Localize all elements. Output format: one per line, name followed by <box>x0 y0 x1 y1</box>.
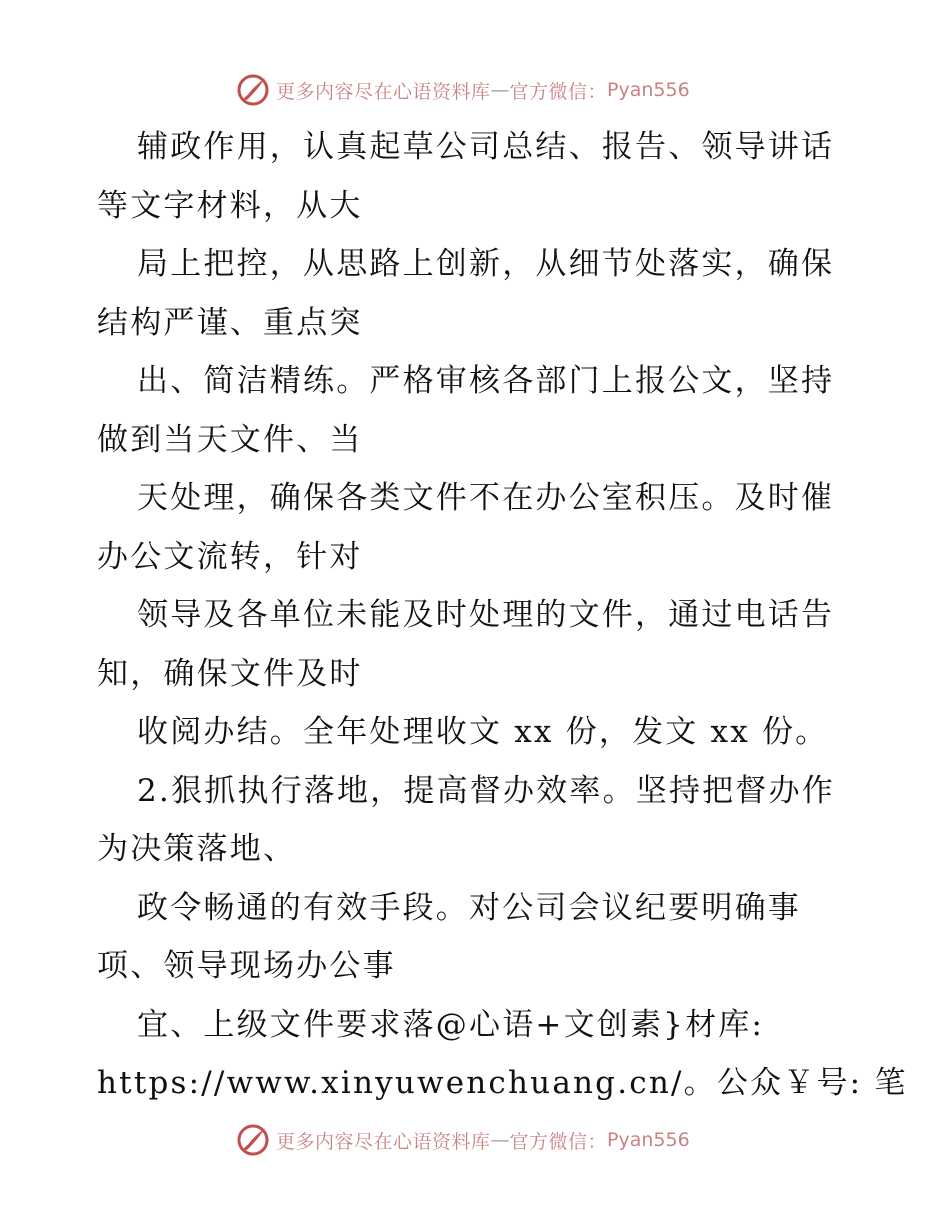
watermark-separator: — <box>490 1129 510 1151</box>
text-line: 结构严谨、重点突 <box>97 304 363 341</box>
footer-watermark <box>236 1122 690 1158</box>
text-line: 做到当天文件、当 <box>97 421 363 458</box>
text-line: 知，确保文件及时 <box>97 655 363 692</box>
text-line: 办公文流转，针对 <box>97 538 363 575</box>
text-line: 收阅办结。全年处理收文 xx 份，发文 xx 份。 <box>137 714 829 750</box>
text-line: 项、领导现场办公事 <box>97 948 396 984</box>
text-line: 局上把控，从思路上创新，从细节处落实，确保 <box>137 246 835 282</box>
text-line: 出、简洁精练。严格审核各部门上报公文，坚持 <box>137 363 835 399</box>
text-line: 天处理，确保各类文件不在办公室积压。及时催 <box>137 480 835 516</box>
url-line: https://www.xinyuwenchuang.cn/。公众￥号: 笔 <box>97 1065 908 1101</box>
watermark-separator: — <box>490 79 510 101</box>
watermark-brand-text: 更多内容尽在心语资料库 <box>276 80 491 103</box>
header-watermark <box>236 72 690 108</box>
text-line: 政令畅通的有效手段。对公司会议纪要明确事 <box>137 889 801 926</box>
watermark-contact-label: 官方微信： <box>509 80 608 103</box>
watermark-brand-text: 更多内容尽在心语资料库 <box>276 1130 491 1153</box>
watermark-contact-id: Pyan556 <box>607 1129 690 1151</box>
quill-pen-logo-icon <box>236 1123 270 1157</box>
document-body <box>97 118 908 1113</box>
text-line: 辅政作用，认真起草公司总结、报告、领导讲话 <box>137 129 835 165</box>
watermark-contact-id: Pyan556 <box>607 79 690 101</box>
text-line: 2.狠抓执行落地，提高督办效率。坚持把督办作 <box>137 772 835 809</box>
text-line: 宜、上级文件要求落@心语+文创素}材库: <box>137 1006 765 1043</box>
quill-pen-logo-icon <box>236 73 270 107</box>
text-line: 为决策落地、 <box>97 831 297 867</box>
watermark-contact-label: 官方微信： <box>509 1130 608 1153</box>
text-line: 领导及各单位未能及时处理的文件，通过电话告 <box>137 597 835 633</box>
text-line: 等文字材料，从大 <box>97 187 363 224</box>
